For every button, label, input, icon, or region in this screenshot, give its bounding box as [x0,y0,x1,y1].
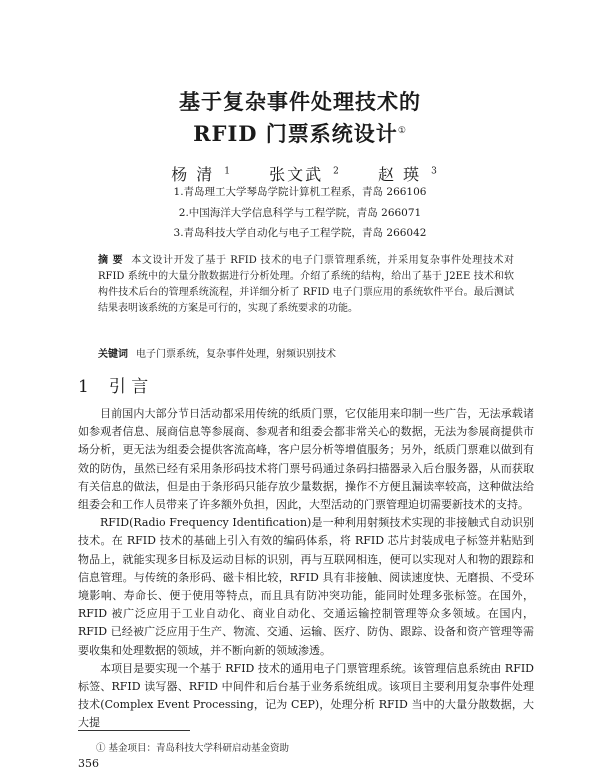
paragraph: 目前国内大部分节日活动都采用传统的纸质门票，它仅能用来印制一些广告，无法承载诸如参观者信息、展商信息等参展商、参观者和组委会都非常关心的数据，无法为参展商提供市场分析，更无法为组委会提供客流高峰，客户层分析等增值服务；另外，纸质门票难以做到有效的防伪，虽然已经有采用条形码技术将门票号码通过条码扫描器录入后台服务器，从而获取有关信息的做法，但是由于条形码只能存放少量数据，操作不方便且漏读率较高，这种做法给组委会和工作人员带来了许多额外负担，因此，大型活动的门票管理迫切需要新技术的支持。 [78,407,534,512]
author-name: 赵 瑛 [377,165,422,184]
affiliation: 1.青岛理工大学琴岛学院计算机工程系，青岛 266106 [173,186,427,198]
footnote-divider [78,730,190,731]
abstract [98,253,514,317]
paragraph: RFID(Radio Frequency Identification)是一种利用射频技术实现的非接触式自动识别技术。在 RFID 技术的基础上引入有效的编码体系，将 RFID 芯片封装成电子标签并粘贴到物品上，就能实现多目标及运动目标的识别，再与互联网相连，便可以实现对人和物的跟踪和信息管理。与传统的条形码、磁卡相比较，RFID 具有非接触、阅读速度快、无磨损、不受环境影响、寿命长、便于使用等特点，而且具有防冲突功能，能同时处理多张标签。在国外，RFID 被广泛应用于工业自动化、商业自动化、交通运输控制管理等众多领域。在国内，RFID 已经被广泛应用于生产、物流、交通、运输、医疗、防伪、跟踪、设备和资产管理等需要收集和处理数据的领域，并不断向新的领域渗透。 [78,516,534,657]
paragraph: 本项目是要实现一个基于 RFID 技术的通用电子门票管理系统。该管理信息系统由 RFID 标签、RFID 读写器、RFID 中间件和后台基于业务系统组成。该项目主要利用复杂事件处理技术(Complex Event Processing，记为 CEP)，处理分析 RFID 当中的大量分散数据，大大提 [78,661,534,730]
keywords-label: 关键词 [98,349,128,360]
abstract-text: 本文设计开发了基于 RFID 技术的电子门票管理系统，并采用复杂事件处理技术对 RFID 系统中的大量分散数据进行分析处理。介绍了系统的结构，给出了基于 J2EE 技术和软构件技术后台的管理系统流程，并详细分析了 RFID 电子门票应用的系统软件平台。最后测试结果表明该系统的方案是可行的，实现了系统要求的功能。 [98,255,515,314]
author [161,165,232,184]
section-heading [78,372,148,397]
section-title: 引 言 [108,377,149,397]
affiliation: 3.青岛科技大学自动化与电子工程学院，青岛 266042 [173,227,427,239]
paper-title-line2 [0,118,600,148]
author-name: 张文武 [269,165,324,184]
affiliation: 2.中国海洋大学信息科学与工程学院，青岛 266071 [178,207,422,219]
author-list [0,162,600,185]
paper-title-line1: 基于复杂事件处理技术的 [179,89,421,114]
author-affiliation-mark: 2 [333,166,341,177]
author-affiliation-mark: 1 [224,166,233,177]
keywords [98,345,514,360]
keywords-text: 电子门票系统，复杂事件处理，射频识别技术 [136,349,336,360]
page-number: 356 [78,757,99,770]
body-text [78,405,534,733]
abstract-label: 摘 要 [98,255,124,266]
section-number: 1 [78,377,89,397]
footnote: ① 基金项目：青岛科技大学科研启动基金资助 [96,743,290,754]
author [259,165,341,184]
author-affiliation-mark: 3 [431,166,439,177]
author-name: 杨 清 [171,165,215,184]
title-text: RFID 门票系统设计 [193,121,398,146]
title-footnote-mark: ① [397,126,407,136]
author [368,165,439,184]
